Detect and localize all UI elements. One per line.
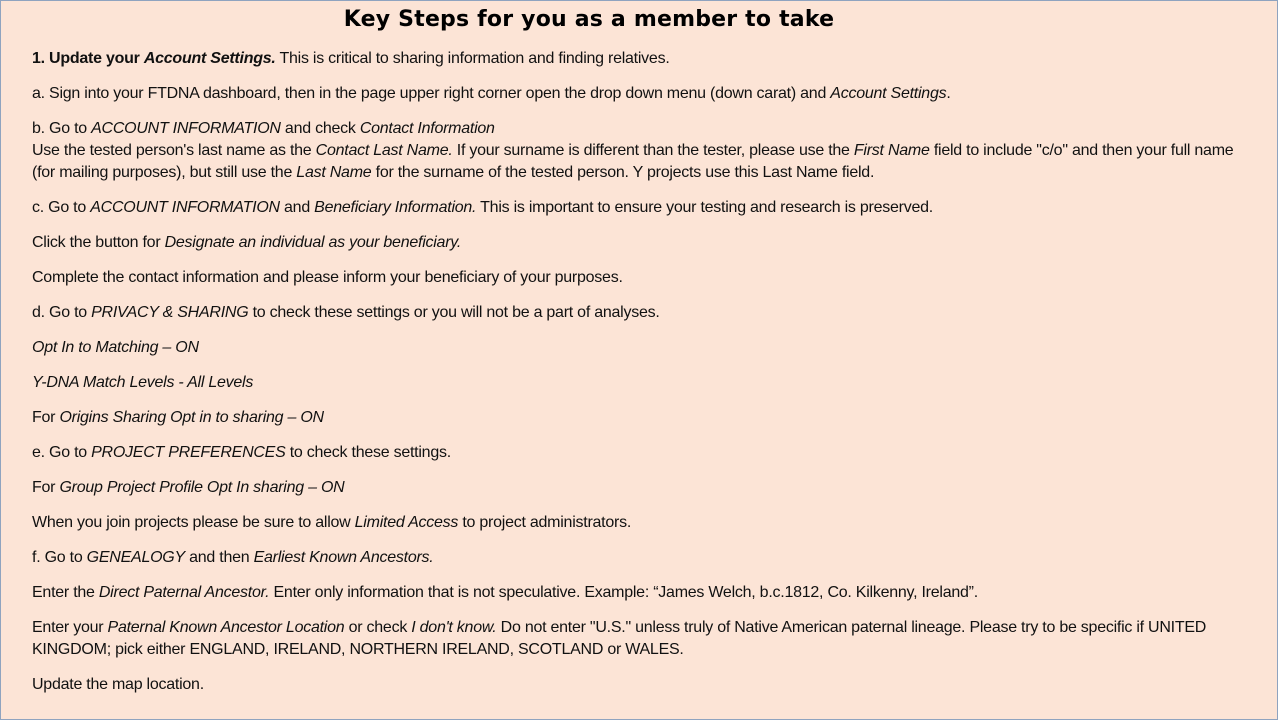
paternal-known-ancestor-location-label: Paternal Known Ancestor Location: [107, 619, 345, 636]
step-d-lead: d. Go to: [32, 304, 92, 321]
step-1-update-account-settings: [32, 48, 1242, 70]
step-b-lead: b. Go to: [32, 120, 92, 137]
direct-text: Enter only information that is not speculative. Example: “James Welch, b.c.1812, Co. Kilkenny, Ireland”.: [269, 584, 978, 601]
step-c-lead: c. Go to: [32, 199, 91, 216]
origins-sharing-line: [32, 407, 1242, 429]
origins-lead: For: [32, 409, 60, 426]
step-a-sign-in: [32, 83, 1242, 105]
step-c-text: This is important to ensure your testing and research is preserved.: [476, 199, 933, 216]
step-f-genealogy-label: GENEALOGY: [86, 549, 185, 566]
ydna-match-levels-line: Y-DNA Match Levels - All Levels: [32, 374, 254, 391]
complete-contact-line: Complete the contact information and please inform your beneficiary of your purposes.: [32, 269, 623, 286]
designate-button-name: Designate an individual as your beneficiary.: [164, 234, 462, 251]
step-d-privacy-label: PRIVACY & SHARING: [91, 304, 249, 321]
step-c-account-information: ACCOUNT INFORMATION: [90, 199, 280, 216]
step-b-contact-information: [32, 118, 1242, 184]
step-f-and-then: and then: [184, 549, 254, 566]
step-c-beneficiary-information: Beneficiary Information.: [314, 199, 477, 216]
step-a-end: .: [946, 85, 951, 102]
step-f-earliest-known-ancestors: Earliest Known Ancestors.: [253, 549, 434, 566]
location-text: Do not enter "U.S." unless truly of Native American paternal lineage. Please try to be specific if UNITED KINGDOM; pick either ENGLAND, IRELAND, NORTHERN IRELAND, SCOTLAND or WALES.: [32, 619, 1207, 658]
step-1-account-settings: Account Settings.: [143, 50, 276, 67]
group-project-profile-line: [32, 477, 1242, 499]
step-b-last-name: Last Name: [296, 164, 372, 181]
designate-lead: Click the button for: [32, 234, 165, 251]
step-d-privacy-sharing: [32, 302, 1242, 324]
limited-lead: When you join projects please be sure to allow: [32, 514, 355, 531]
step-c-beneficiary: [32, 197, 1242, 219]
step-b-text-3: field to include "c/o" and then your full name (for mailing purposes), but still use the: [32, 142, 1234, 181]
direct-lead: Enter the: [32, 584, 99, 601]
step-b-text-1: Use the tested person's last name as the: [32, 142, 316, 159]
location-lead: Enter your: [32, 619, 108, 636]
i-dont-know-label: I don't know.: [411, 619, 497, 636]
limited-text: to project administrators.: [458, 514, 632, 531]
update-map-line: Update the map location.: [32, 676, 204, 693]
step-f-genealogy: [32, 547, 1242, 569]
step-1-lead: 1. Update your: [32, 50, 144, 67]
step-b-and-check: and check: [280, 120, 360, 137]
location-or-check: or check: [344, 619, 412, 636]
direct-paternal-ancestor-line: [32, 582, 1242, 604]
limited-access-line: [32, 512, 1242, 534]
step-b-contact-info-label: Contact Information: [359, 120, 495, 137]
step-1-text: This is critical to sharing information and finding relatives.: [275, 50, 670, 67]
step-e-project-preferences-label: PROJECT PREFERENCES: [91, 444, 286, 461]
step-a-text: a. Sign into your FTDNA dashboard, then in the page upper right corner open the drop down menu (down carat) and: [32, 85, 831, 102]
step-b-text-4: for the surname of the tested person. Y projects use this Last Name field.: [371, 164, 875, 181]
slide-title: Key Steps for you as a member to take: [343, 7, 835, 32]
paternal-location-line: [32, 617, 1242, 661]
step-a-account-settings: Account Settings: [830, 85, 947, 102]
step-b-text-2: If your surname is different than the tester, please use the: [452, 142, 854, 159]
step-d-text: to check these settings or you will not be a part of analyses.: [248, 304, 660, 321]
designate-beneficiary-line: [32, 232, 1242, 254]
step-f-lead: f. Go to: [32, 549, 87, 566]
step-e-lead: e. Go to: [32, 444, 92, 461]
opt-in-matching-line: Opt In to Matching – ON: [32, 339, 199, 356]
step-e-text: to check these settings.: [285, 444, 451, 461]
step-b-contact-last-name: Contact Last Name.: [315, 142, 453, 159]
step-c-and: and: [279, 199, 315, 216]
direct-paternal-ancestor-label: Direct Paternal Ancestor.: [98, 584, 270, 601]
step-b-account-information: ACCOUNT INFORMATION: [91, 120, 281, 137]
step-b-first-name: First Name: [853, 142, 930, 159]
group-lead: For: [32, 479, 60, 496]
step-e-project-preferences: [32, 442, 1242, 464]
limited-access-label: Limited Access: [354, 514, 459, 531]
group-setting: Group Project Profile Opt In sharing – ON: [59, 479, 345, 496]
slide-body: [32, 48, 1242, 709]
origins-setting: Origins Sharing Opt in to sharing – ON: [59, 409, 324, 426]
